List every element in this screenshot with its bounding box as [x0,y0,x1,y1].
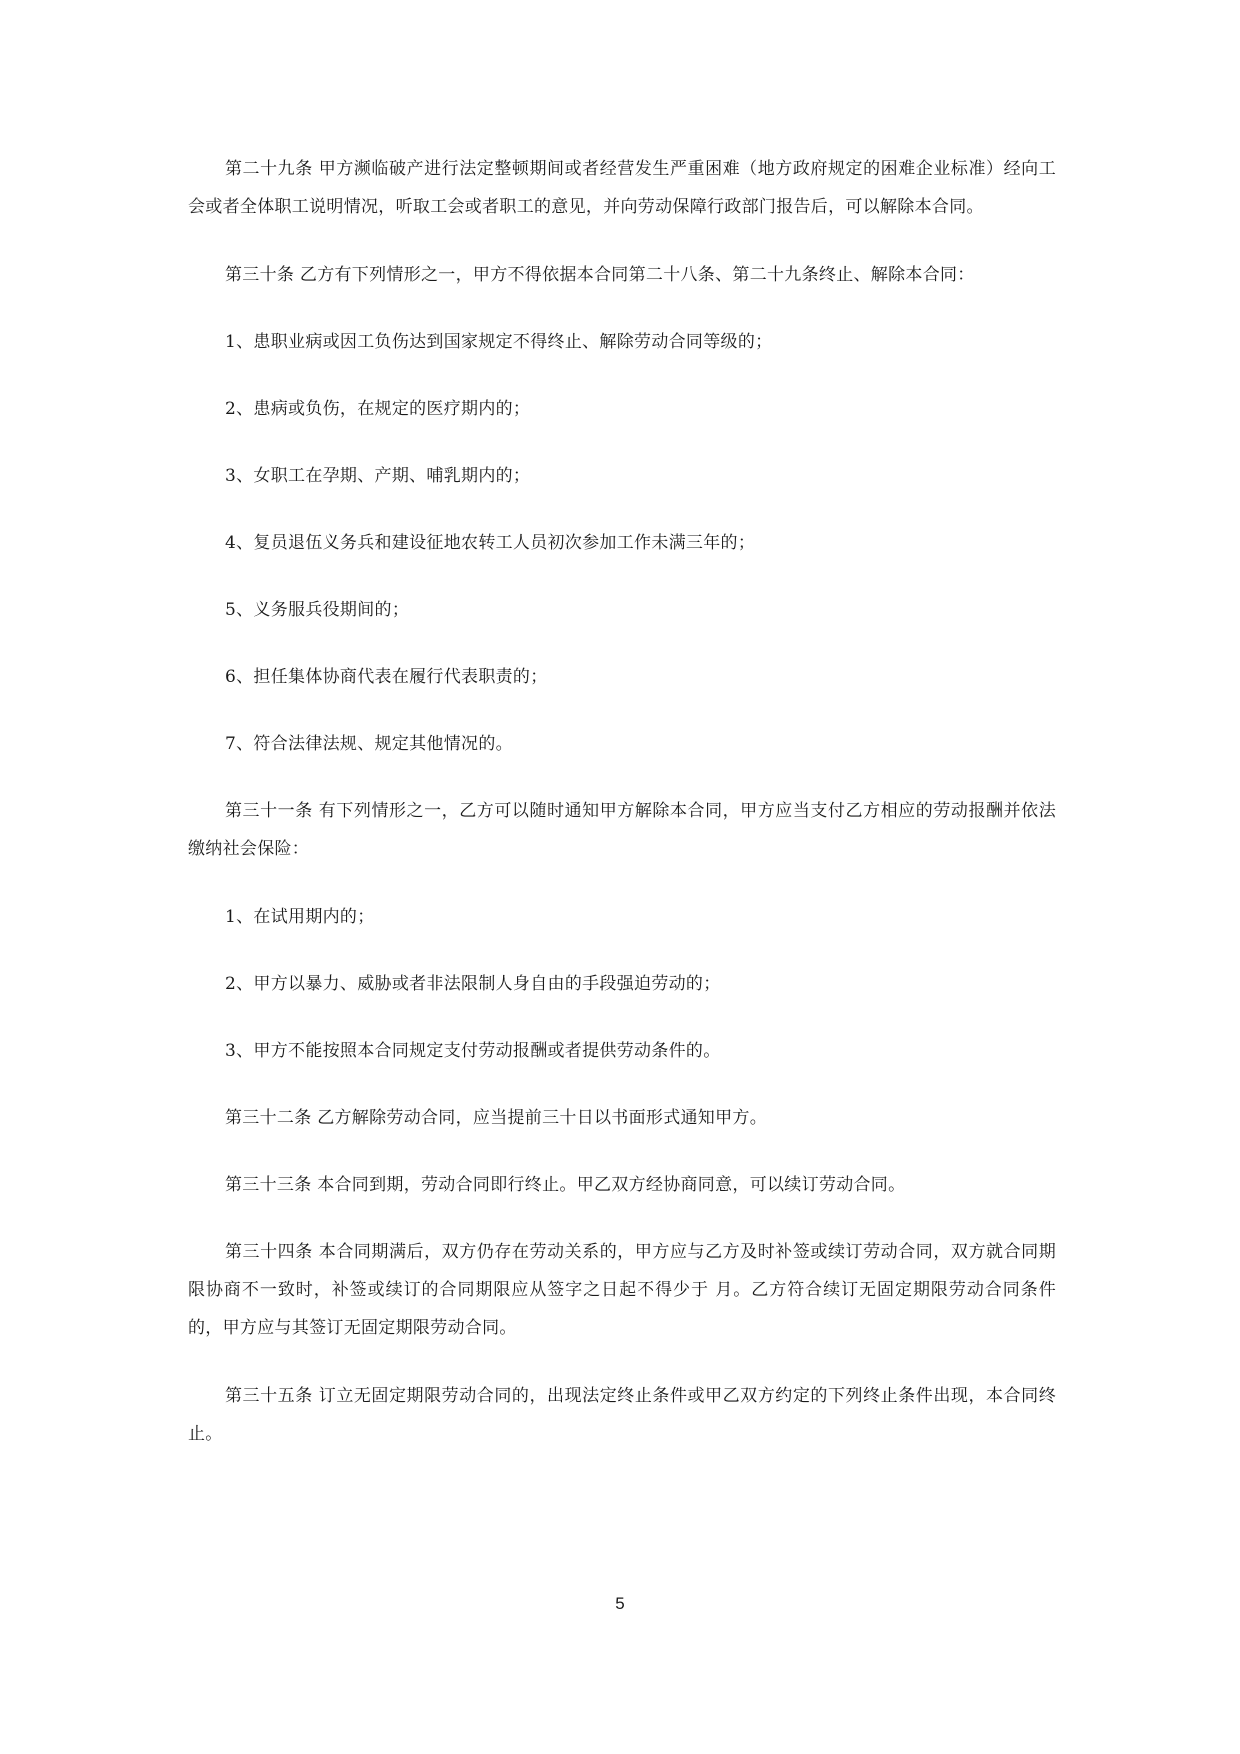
list-item: 3、女职工在孕期、产期、哺乳期内的； [225,466,531,486]
list-item: 4、复员退伍义务兵和建设征地农转工人员初次参加工作未满三年的； [225,533,756,553]
article-35: 第三十五条 订立无固定期限劳动合同的，出现法定终止条件或甲乙双方约定的下列终止条件出现，本合同终止。 [188,1386,1056,1444]
article-29: 第二十九条 甲方濒临破产进行法定整顿期间或者经营发生严重困难（地方政府规定的困难企业标准）经向工会或者全体职工说明情况，听取工会或者职工的意见，并向劳动保障行政部门报告后，可以解除本合同。 [188,159,1056,217]
article-33: 第三十三条 本合同到期，劳动合同即行终止。甲乙双方经协商同意，可以续订劳动合同。 [225,1175,906,1195]
list-item: 1、患职业病或因工负伤达到国家规定不得终止、解除劳动合同等级的； [225,332,773,352]
list-item: 2、甲方以暴力、威胁或者非法限制人身自由的手段强迫劳动的； [225,974,721,994]
list-item: 3、甲方不能按照本合同规定支付劳动报酬或者提供劳动条件的。 [225,1041,721,1061]
list-item: 7、符合法律法规、规定其他情况的。 [225,734,513,754]
article-31: 第三十一条 有下列情形之一，乙方可以随时通知甲方解除本合同，甲方应当支付乙方相应的劳动报酬并依法缴纳社会保险： [188,801,1056,859]
article-34: 第三十四条 本合同期满后，双方仍存在劳动关系的，甲方应与乙方及时补签或续订劳动合同，双方就合同期限协商不一致时，补签或续订的合同期限应从签字之日起不得少于 月。乙方符合续订无固定期限劳动合同条件的，甲方应与其签订无固定期限劳动合同。 [188,1242,1056,1338]
list-item: 5、义务服兵役期间的； [225,600,410,620]
document-body [188,150,1056,1483]
list-item: 2、患病或负伤，在规定的医疗期内的； [225,399,531,419]
page-number: 5 [615,1594,625,1613]
list-item: 6、担任集体协商代表在履行代表职责的； [225,667,548,687]
article-32: 第三十二条 乙方解除劳动合同，应当提前三十日以书面形式通知甲方。 [225,1108,768,1128]
list-item: 1、在试用期内的； [225,907,375,927]
article-30: 第三十条 乙方有下列情形之一，甲方不得依据本合同第二十八条、第二十九条终止、解除本合同： [225,265,975,285]
